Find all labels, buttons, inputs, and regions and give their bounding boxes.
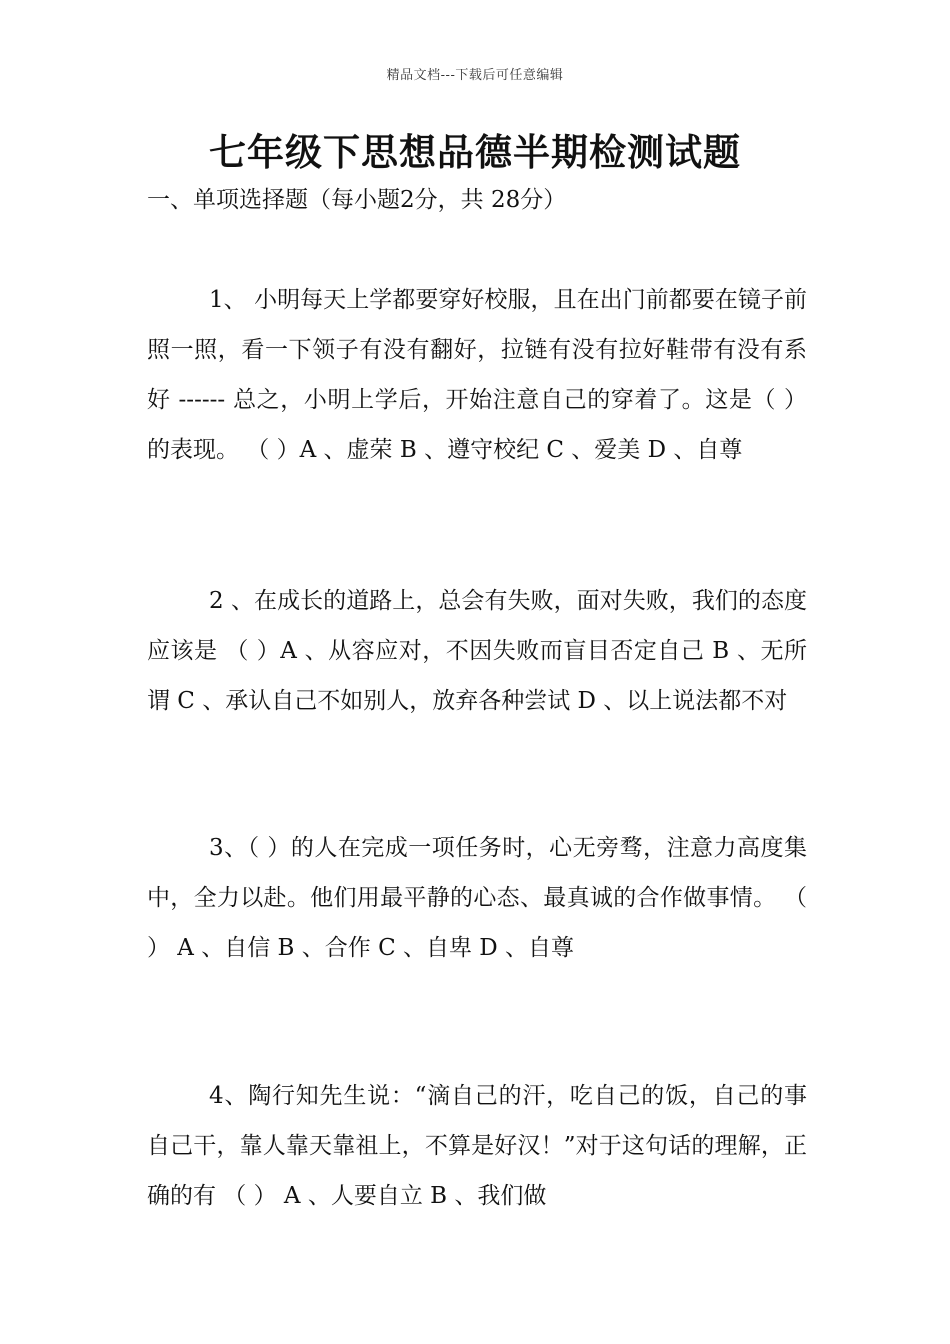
- question-3: 3、（ ）的人在完成一项任务时，心无旁骛，注意力高度集中，全力以赴。他们用最平静的心态、最真诚的合作做事情。 （ ） A 、自信 B 、合作 C 、自卑 D 、自尊: [147, 835, 807, 961]
- question-4: 4、陶行知先生说：“滴自己的汗，吃自己的饭，自己的事自己干，靠人靠天靠祖上，不算是好汉！”对于这句话的理解，正确的有 （ ） A 、人要自立 B 、我们做: [147, 1083, 807, 1209]
- section-heading: 一、单项选择题（每小题2分，共 28分）: [147, 187, 567, 213]
- question-2: 2 、在成长的道路上，总会有失败，面对失败，我们的态度应该是 （ ）A 、从容应对，不因失败而盲目否定自己 B 、无所谓 C 、承认自己不如别人，放弃各种尝试 D 、以上说法都不对: [147, 588, 807, 714]
- header-note: 精品文档---下载后可任意编辑: [386, 68, 564, 83]
- question-1: 1、 小明每天上学都要穿好校服，且在出门前都要在镜子前照一照，看一下领子有没有翻好，拉链有没有拉好鞋带有没有系好 ------ 总之，小明上学后，开始注意自己的穿着了。这是（ ）的表现。 （ ）A 、虚荣 B 、遵守校纪 C 、爱美 D 、自尊: [147, 287, 807, 463]
- document-title: 七年级下思想品德半期检测试题: [209, 130, 741, 174]
